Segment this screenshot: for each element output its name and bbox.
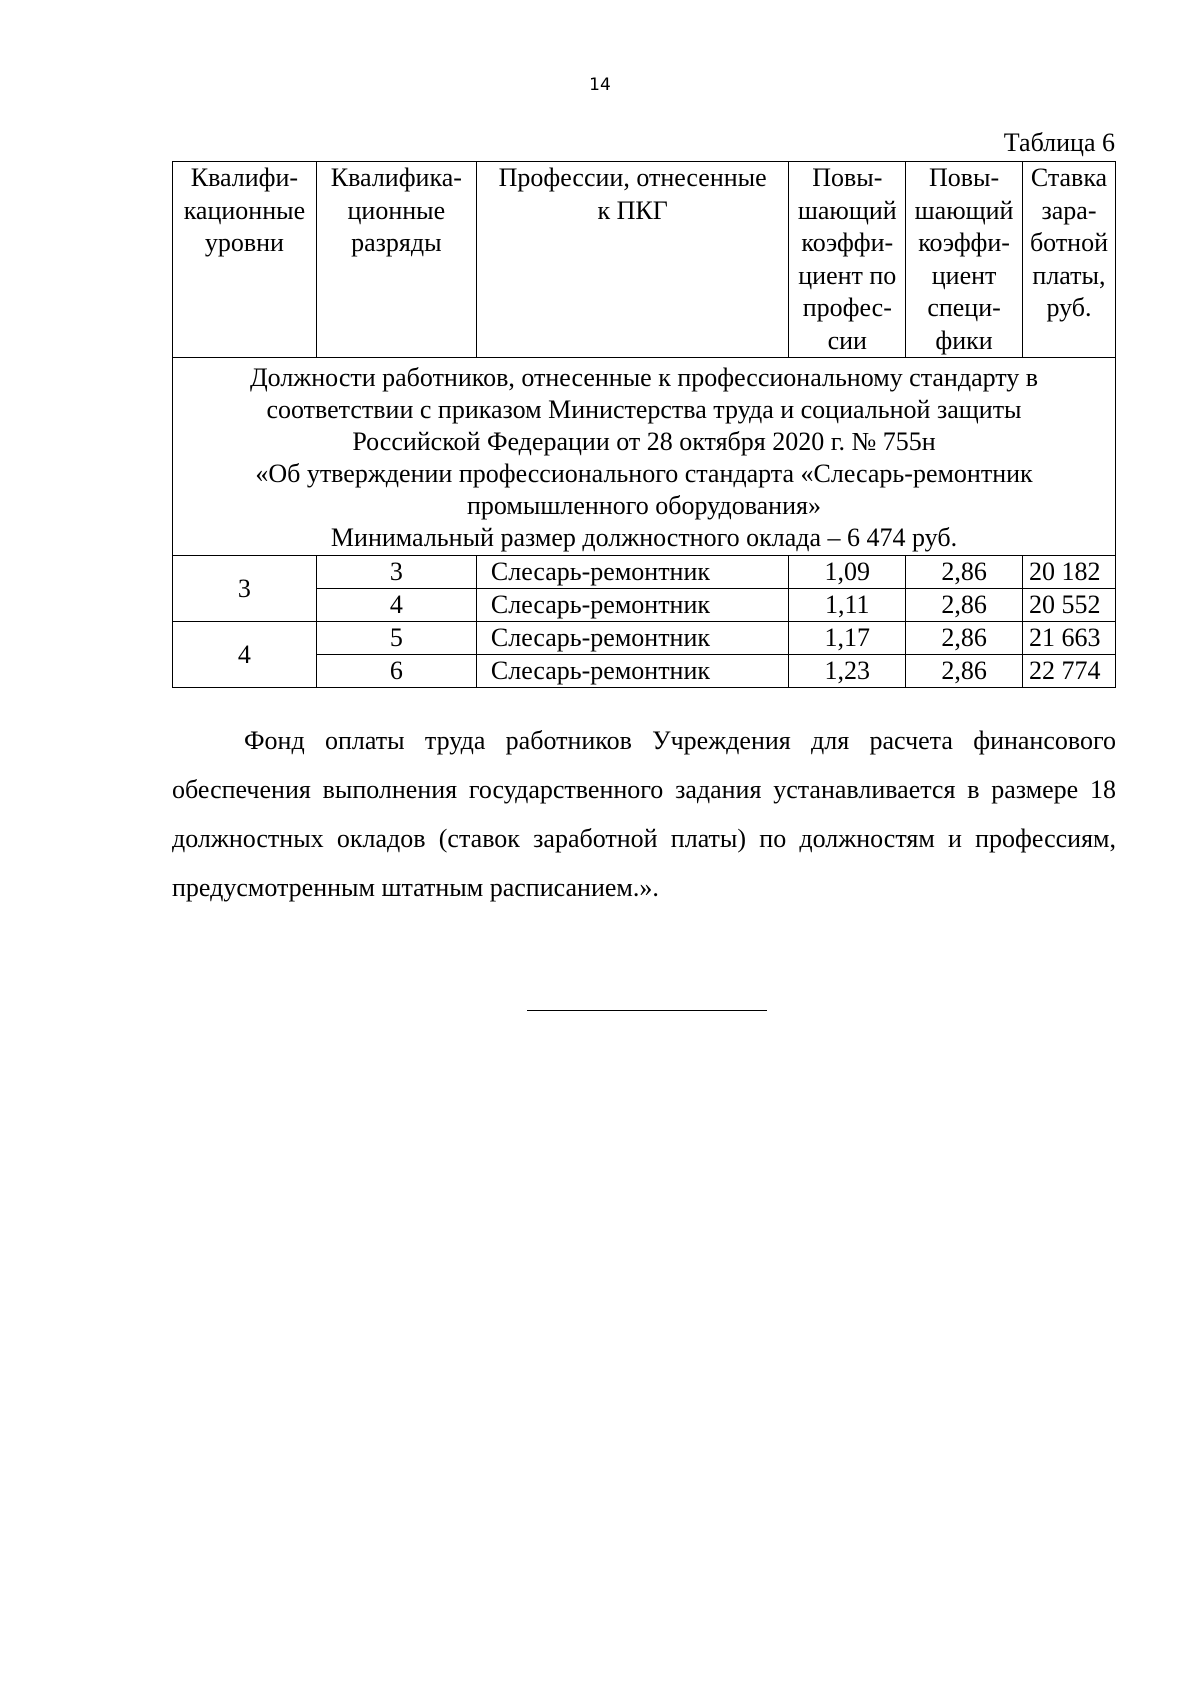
- header-qualification-level-text: Квалифи- кационные уровни: [183, 163, 306, 257]
- cell-coef-specific: 2,86: [906, 589, 1023, 622]
- cell-coef-specific: 2,86: [906, 556, 1023, 589]
- cell-rate: 20 182: [1022, 556, 1115, 589]
- page-number: 14: [589, 75, 611, 95]
- table-row: [173, 556, 1116, 589]
- header-rate: [1022, 162, 1115, 358]
- cell-coef-profession: 1,09: [789, 556, 906, 589]
- header-qualification-level: [173, 162, 317, 358]
- header-coef-profession: [789, 162, 906, 358]
- cell-coef-specific: 2,86: [906, 655, 1023, 688]
- table-header-row: [173, 162, 1116, 358]
- header-profession-text: Профессии, отнесенные к ПКГ: [498, 163, 767, 225]
- cell-profession: Слесарь-ремонтник: [476, 622, 789, 655]
- header-coef-specific-text: Повы- шающий коэффи- циент специ- фики: [914, 163, 1014, 355]
- section-title-text: Должности работников, отнесенные к профессиональному стандарту в соответствии с приказом Министерства труда и социальной защиты Российской Федерации от 28 октября 2020 г. № 755н «Об утверждении профессионального стандарта «Слесарь-ремонтник промышленного оборудования» Минимальный размер должностного оклада – 6 474 руб.: [249, 363, 1039, 552]
- header-coef-profession-text: Повы- шающий коэффи- циент по профес- сии: [797, 163, 897, 355]
- header-qualification-grade-text: Квалифика- ционные разряды: [330, 163, 462, 257]
- cell-grade: 3: [316, 556, 476, 589]
- end-divider: [527, 1010, 767, 1011]
- cell-grade: 5: [316, 622, 476, 655]
- cell-rate: 22 774: [1022, 655, 1115, 688]
- cell-profession: Слесарь-ремонтник: [476, 556, 789, 589]
- cell-grade: 6: [316, 655, 476, 688]
- table-caption: Таблица 6: [1003, 128, 1115, 157]
- section-title: [173, 358, 1116, 556]
- header-profession: [476, 162, 789, 358]
- cell-coef-specific: 2,86: [906, 622, 1023, 655]
- cell-level: 4: [173, 622, 317, 688]
- cell-grade: 4: [316, 589, 476, 622]
- cell-rate: 21 663: [1022, 622, 1115, 655]
- header-qualification-grade: [316, 162, 476, 358]
- cell-level: 3: [173, 556, 317, 622]
- cell-rate: 20 552: [1022, 589, 1115, 622]
- body-paragraph: Фонд оплаты труда работников Учреждения для расчета финансового обеспечения выполнения государственного задания устанавливается в размере 18 должностных окладов (ставок заработной платы) по должностям и профессиям, предусмотренным штатным расписанием.».: [172, 726, 1116, 902]
- cell-coef-profession: 1,11: [789, 589, 906, 622]
- header-coef-specific: [906, 162, 1023, 358]
- cell-coef-profession: 1,23: [789, 655, 906, 688]
- cell-profession: Слесарь-ремонтник: [476, 655, 789, 688]
- cell-coef-profession: 1,17: [789, 622, 906, 655]
- header-rate-text: Ставка зара- ботной платы, руб.: [1029, 163, 1109, 322]
- salary-table: [172, 161, 1116, 688]
- cell-profession: Слесарь-ремонтник: [476, 589, 789, 622]
- section-title-row: [173, 358, 1116, 556]
- table-row: [173, 622, 1116, 655]
